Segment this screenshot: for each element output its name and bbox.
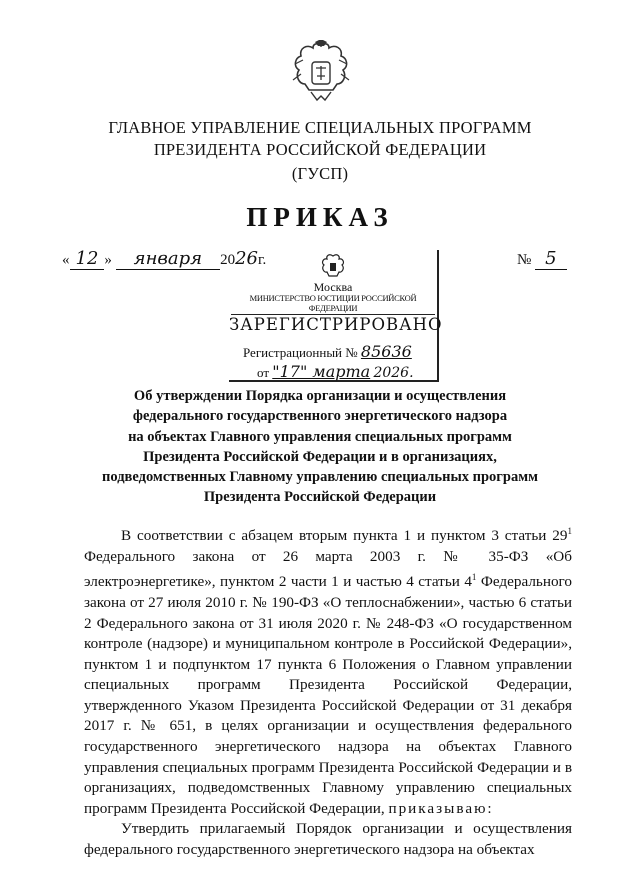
p1-start: В соответствии с абзацем вторым пункта 1 и пунктом 3 статьи 29 xyxy=(121,527,568,545)
heading-line: федерального государственного энергетического надзора xyxy=(132,408,508,425)
date-year-suffix: 26 xyxy=(235,248,258,269)
p1-order-word: приказываю: xyxy=(388,799,494,817)
p1-mid1: Федерального закона от 26 марта 2003 г. № 35-ФЗ «Об электроэнергетике», пунктом 2 части 1 и частью 4 статьи 4 xyxy=(84,547,572,591)
date-close-quote: » xyxy=(104,252,112,268)
heading-line: Президента Российской Федерации и в организациях, xyxy=(143,448,497,465)
heading-line: подведомственных Главному управлению специальных программ xyxy=(102,469,538,486)
heading-line: Об утверждении Порядка организации и осуществления xyxy=(133,388,507,404)
stamp-city: Москва xyxy=(313,280,353,294)
heading-line: Президента Российской Федерации xyxy=(203,489,437,506)
body-paragraph-2: Утвердить прилагаемый Порядок организации и осуществления федерального государственного энергетического надзора на объектах xyxy=(84,820,572,859)
stamp-reg-number xyxy=(243,342,412,361)
order-number-value: 5 xyxy=(535,248,566,270)
p1-sup1: 1 xyxy=(567,526,572,536)
stamp-registered: ЗАРЕГИСТРИРОВАНО xyxy=(229,315,443,334)
stamp-reg-date-value: "17" марта xyxy=(272,362,371,381)
date-open-quote: « xyxy=(62,252,70,268)
stamp-ministry: МИНИСТЕРСТВО ЮСТИЦИИ РОССИЙСКОЙ ФЕДЕРАЦИИ xyxy=(231,293,435,315)
order-number xyxy=(517,248,567,269)
document-type-title: ПРИКАЗ xyxy=(246,202,394,232)
registration-stamp xyxy=(229,250,443,382)
org-name-line1: ГЛАВНОЕ УПРАВЛЕНИЕ СПЕЦИАЛЬНЫХ ПРОГРАММ xyxy=(108,118,532,137)
org-abbreviation: (ГУСП) xyxy=(291,164,349,183)
order-body xyxy=(84,521,572,861)
p1-sup2: 1 xyxy=(471,572,477,583)
date-day: 12 xyxy=(70,248,105,270)
stamp-reg-number-value: 85636 xyxy=(360,342,412,361)
stamp-reg-date-prefix: от xyxy=(257,365,270,380)
stamp-reg-date xyxy=(257,362,414,381)
body-paragraph-1 xyxy=(84,521,572,819)
coat-of-arms-emblem xyxy=(289,40,353,112)
org-name-line2: ПРЕЗИДЕНТА РОССИЙСКОЙ ФЕДЕРАЦИИ xyxy=(153,140,487,159)
stamp-reg-year: 2026. xyxy=(373,365,414,381)
order-heading xyxy=(80,386,560,508)
stamp-emblem-icon xyxy=(318,252,348,282)
date-year-end: г. xyxy=(258,252,267,268)
stamp-reg-number-label: Регистрационный № xyxy=(243,345,358,360)
order-number-label: № xyxy=(517,252,532,268)
p1-mid2: Федерального закона от 27 июля 2010 г. № 190-ФЗ «О теплоснабжении», частью 6 статьи 2 Федерального закона от 31 июля 2020 г. № 248-ФЗ «О государственном контроле (надзоре) и муниципальном контроле в Российской Федерации», пунктом 1 и подпунктом 17 пункта 6 Положения о Главном управлении специальных программ Президента Российской Федерации, утвержденного Указом Президента Российской Федерации от 31 декабря 2017 г. № 651, в целях организации и осуществления федерального государственного энергетического надзора на объектах Главного управления специальных программ Президента Российской Федерации и в организациях, подведомственных Главному управлению специальных программ Президента Российской Федерации, xyxy=(84,573,573,817)
heading-line: на объектах Главного управления специальных программ xyxy=(128,428,512,445)
date-month: января xyxy=(116,248,220,270)
date-year-prefix: 20 xyxy=(220,252,236,268)
